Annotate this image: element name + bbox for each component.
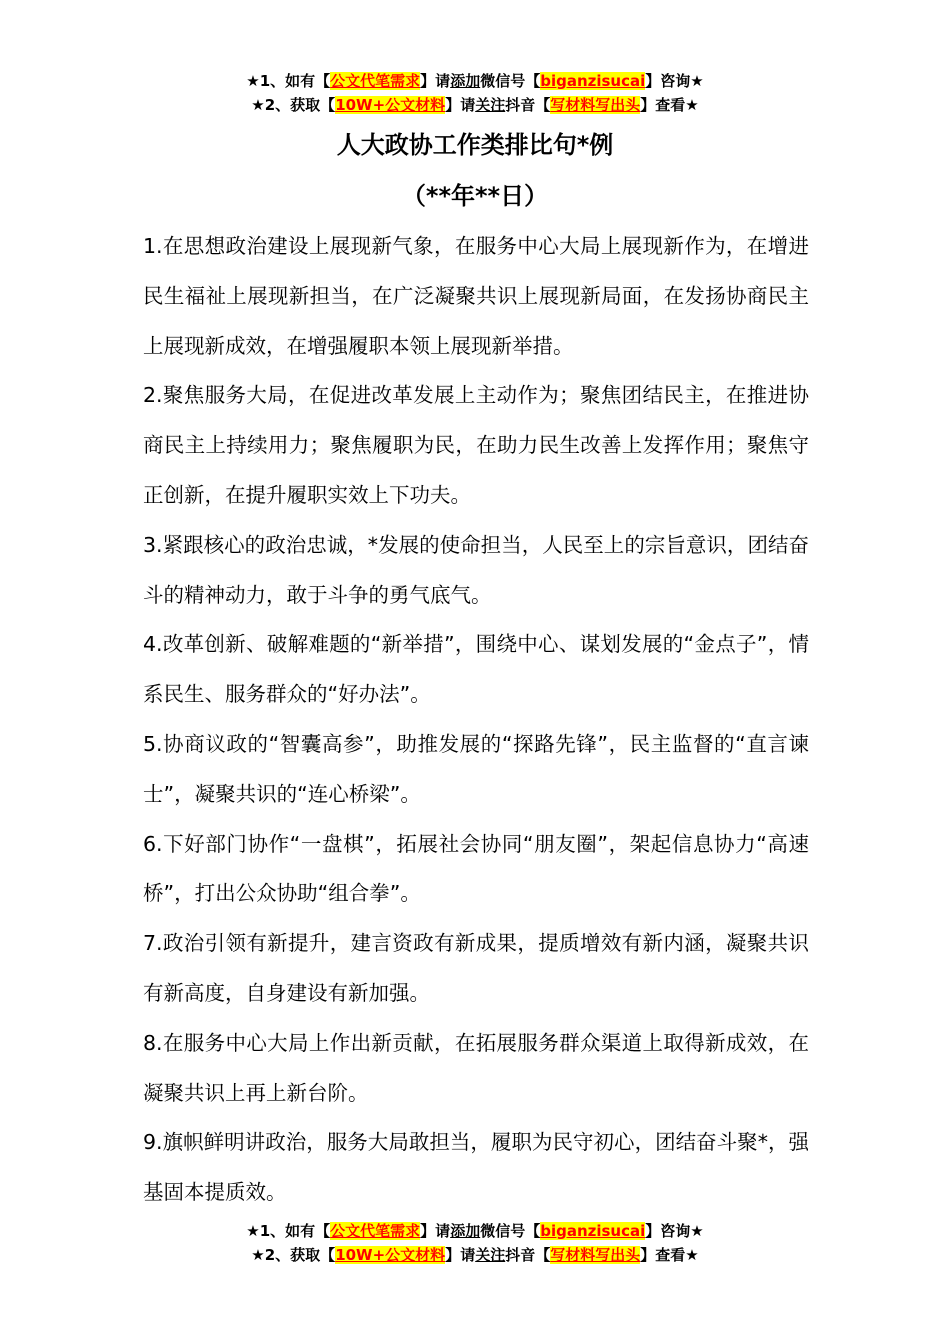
promo-line-1 xyxy=(0,69,950,93)
promo-text: 微信号【 xyxy=(480,1222,541,1240)
promo-text: 】请 xyxy=(420,72,451,90)
paragraph-3: 3.紧跟核心的政治忠诚，*发展的使命担当，人民至上的宗旨意识，团结奋斗的精神动力，敢于斗争的勇气底气。 xyxy=(143,532,809,607)
promo-line-2 xyxy=(0,1243,950,1267)
promo-highlight: 10W+公文材料 xyxy=(335,96,446,114)
promo-highlight: 公文代笔需求 xyxy=(330,1222,421,1240)
promo-underlined: 关注 xyxy=(475,96,506,114)
promo-banner-top xyxy=(0,69,950,117)
promo-text: 】咨询★ xyxy=(645,72,704,90)
promo-banner-bottom xyxy=(0,1219,950,1267)
promo-text: ★2、获取【 xyxy=(251,96,336,114)
promo-text: 】查看★ xyxy=(640,1246,699,1264)
promo-text: 】咨询★ xyxy=(645,1222,704,1240)
promo-line-2 xyxy=(0,93,950,117)
paragraph-7: 7.政治引领有新提升，建言资政有新成果，提质增效有新内涵，凝聚共识有新高度，自身建设有新加强。 xyxy=(143,931,809,1005)
document-body xyxy=(143,222,809,1218)
promo-highlight: 10W+公文材料 xyxy=(335,1246,446,1264)
promo-underlined: 添加 xyxy=(450,72,481,90)
promo-text: 抖音【 xyxy=(505,96,551,114)
paragraph-1: 1.在思想政治建设上展现新气象，在服务中心大局上展现新作为，在增进民生福祉上展现新担当，在广泛凝聚共识上展现新局面，在发扬协商民主上展现新成效，在增强履职本领上展现新举措。 xyxy=(143,234,809,358)
promo-text: 】查看★ xyxy=(640,96,699,114)
document-title: 人大政协工作类排比句*例 xyxy=(336,131,614,159)
paragraph-5: 5.协商议政的“智囊高参”，助推发展的“探路先锋”，民主监督的“直言谏士”，凝聚共识的“连心桥梁”。 xyxy=(143,731,809,806)
promo-highlight: 写材料写出头 xyxy=(550,1246,641,1264)
paragraph-4: 4.改革创新、破解难题的“新举措”，围绕中心、谋划发展的“金点子”，情系民生、服务群众的“好办法”。 xyxy=(143,632,809,707)
promo-underlined: 添加 xyxy=(450,1222,481,1240)
paragraph-2: 2.聚焦服务大局，在促进改革发展上主动作为；聚焦团结民主，在推进协商民主上持续用力；聚焦履职为民，在助力民生改善上发挥作用；聚焦守正创新，在提升履职实效上下功夫。 xyxy=(143,383,809,507)
promo-text: 】请 xyxy=(420,1222,451,1240)
promo-highlight: biganzisucai xyxy=(540,1222,646,1240)
promo-line-1 xyxy=(0,1219,950,1243)
promo-highlight: 公文代笔需求 xyxy=(330,72,421,90)
paragraph-8: 8.在服务中心大局上作出新贡献，在拓展服务群众渠道上取得新成效，在凝聚共识上再上新台阶。 xyxy=(143,1030,809,1105)
promo-highlight: biganzisucai xyxy=(540,72,646,90)
promo-text: ★1、如有【 xyxy=(246,72,331,90)
promo-text: 微信号【 xyxy=(480,72,541,90)
promo-text: ★2、获取【 xyxy=(251,1246,336,1264)
promo-text: 】请 xyxy=(445,1246,476,1264)
promo-text: 抖音【 xyxy=(505,1246,551,1264)
promo-text: ★1、如有【 xyxy=(246,1222,331,1240)
promo-highlight: 写材料写出头 xyxy=(550,96,641,114)
paragraph-6: 6.下好部门协作“一盘棋”，拓展社会协同“朋友圈”，架起信息协力“高速桥”，打出公众协助“组合拳”。 xyxy=(143,831,809,906)
paragraph-9: 9.旗帜鲜明讲政治，服务大局敢担当，履职为民守初心，团结奋斗聚*，强基固本提质效。 xyxy=(143,1130,809,1205)
document-date: （**年**日） xyxy=(401,182,549,210)
promo-text: 】请 xyxy=(445,96,476,114)
promo-underlined: 关注 xyxy=(475,1246,506,1264)
